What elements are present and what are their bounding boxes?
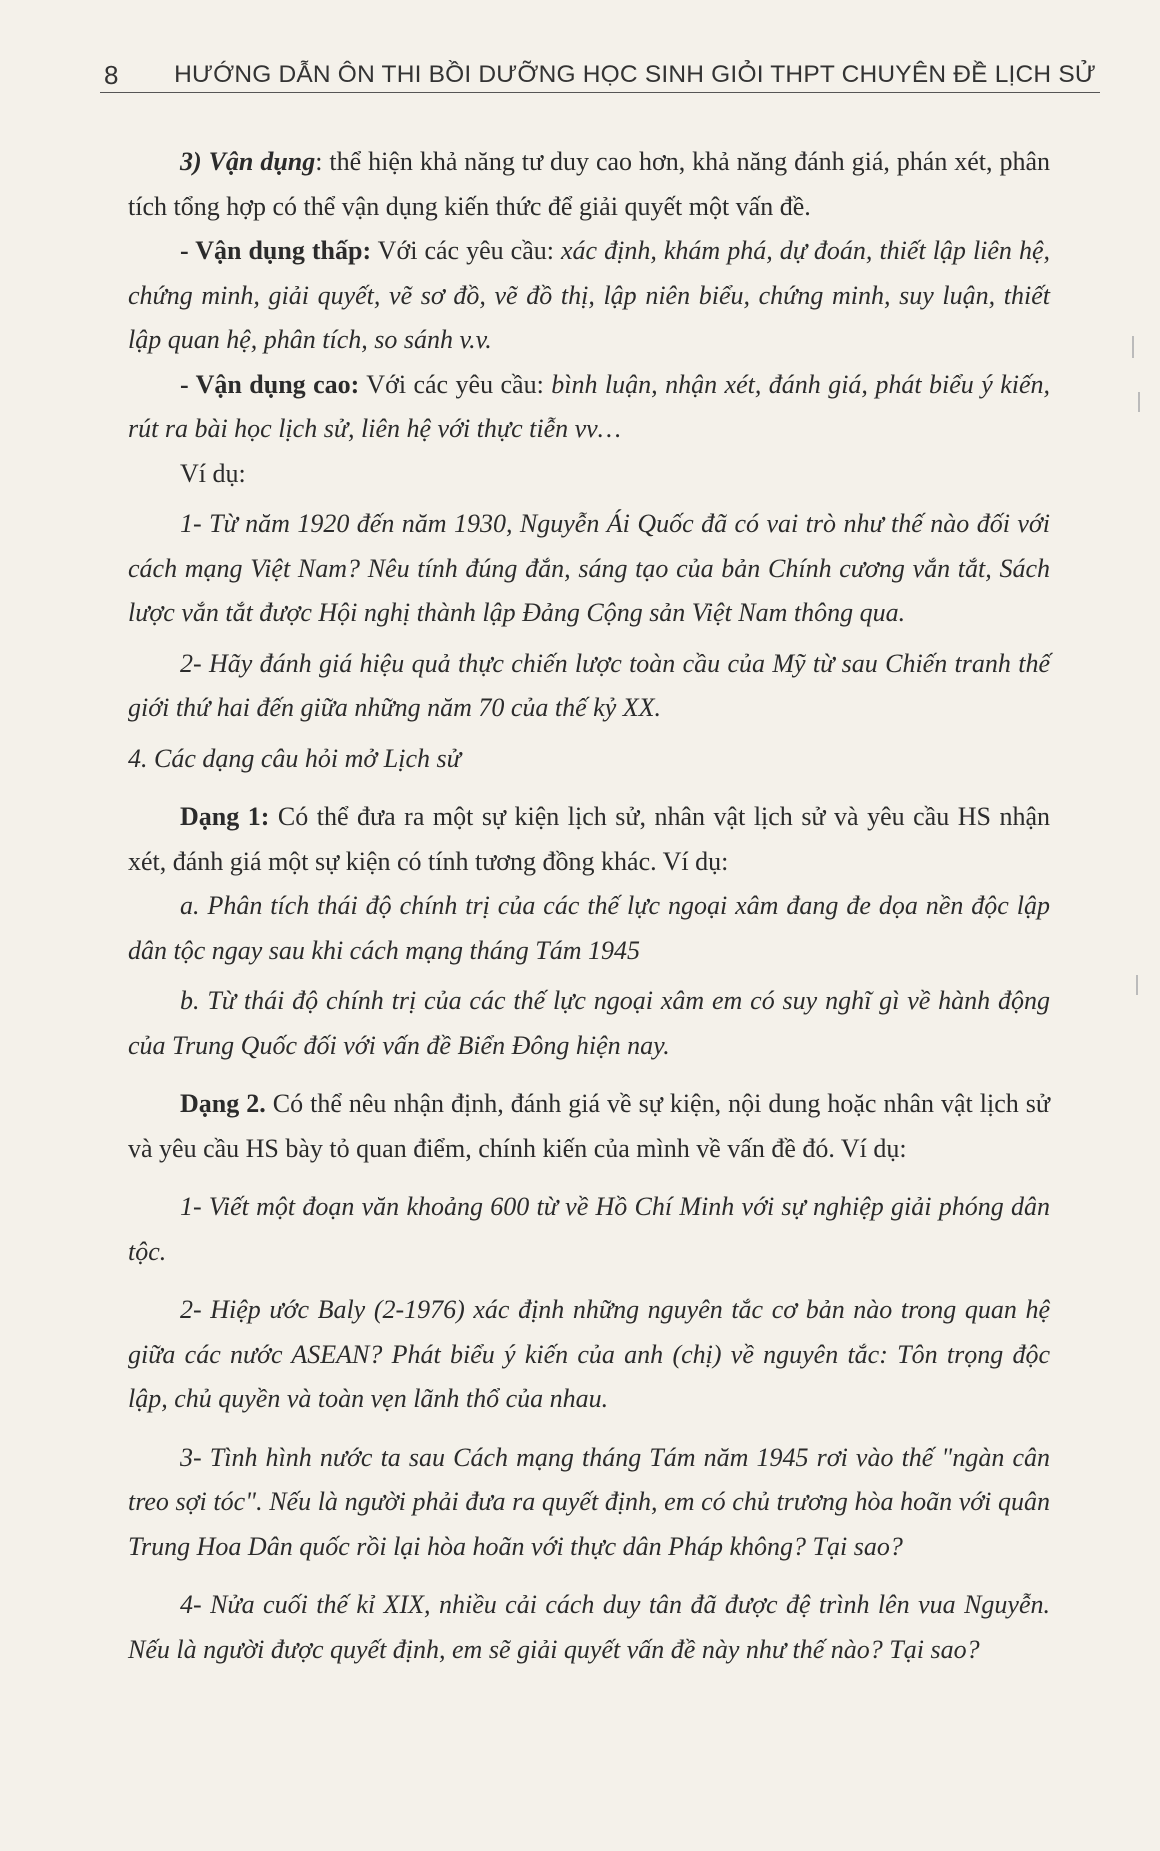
example-dang-2-2: 2- Hiệp ước Baly (2-1976) xác định những nguyên tắc cơ bản nào trong quan hệ giữa các nước ASEAN? Phát biểu ý kiến của anh (chị) về nguyên tắc: Tôn trọng độc lập, chủ quyền và toàn vẹn lãnh thổ của nhau. — [128, 1295, 1050, 1413]
label-dang-1: Dạng 1: — [180, 802, 270, 831]
example-dang-1-a: a. Phân tích thái độ chính trị của các thế lực ngoại xâm đang đe dọa nền độc lập dân tộc ngay sau khi cách mạng tháng Tám 1945 — [128, 891, 1050, 965]
label-van-dung-cao: - Vận dụng cao: — [180, 369, 360, 399]
margin-mark — [1138, 392, 1140, 412]
section-heading-4: 4. Các dạng câu hỏi mở Lịch sử — [128, 743, 461, 773]
list-van-dung-thap: xác định, khám phá, dự đoán, thiết lập liên hệ, chứng minh, giải quyết, vẽ sơ đồ, vẽ đồ thị, lập niên biểu, chứng minh, suy luận, thiết lập quan hệ, phân tích, so sánh v.v. — [128, 236, 1050, 354]
example-question-1: 1- Từ năm 1920 đến năm 1930, Nguyễn Ái Quốc đã có vai trò như thế nào đối với cách mạng Việt Nam? Nêu tính đúng đắn, sáng tạo của bản Chính cương vắn tắt, Sách lược vắn tắt được Hội nghị thành lập Đảng Cộng sản Việt Nam thông qua. — [128, 509, 1050, 627]
margin-mark — [1132, 336, 1134, 358]
list-van-dung-cao: bình luận, nhận xét, đánh giá, phát biểu ý kiến, rút ra bài học lịch sử, liên hệ với thực tiễn vv… — [128, 369, 1051, 443]
lead-van-dung-thap: Với các yêu cầu: — [371, 236, 561, 265]
lead-van-dung-cao: Với các yêu cầu: — [359, 369, 552, 399]
header-rule — [100, 92, 1100, 93]
example-dang-2-1: 1- Viết một đoạn văn khoảng 600 từ về Hồ Chí Minh với sự nghiệp giải phóng dân tộc. — [128, 1192, 1050, 1266]
paragraph-van-dung — [128, 140, 1050, 229]
text-van-dung: : thể hiện khả năng tư duy cao hơn, khả năng đánh giá, phán xét, phân tích tổng hợp có thể vận dụng kiến thức để giải quyết một vấn đề. — [128, 147, 1051, 221]
margin-mark — [1136, 975, 1138, 995]
page-body — [128, 140, 1050, 1672]
example-question-2: 2- Hãy đánh giá hiệu quả thực chiến lược toàn cầu của Mỹ từ sau Chiến tranh thế giới thứ hai đến giữa những năm 70 của thế kỷ XX. — [128, 648, 1050, 722]
example-dang-2-3: 3- Tình hình nước ta sau Cách mạng tháng Tám năm 1945 rơi vào thế "ngàn cân treo sợi tóc". Nếu là người phải đưa ra quyết định, em có chủ trương hòa hoãn với quân Trung Hoa Dân quốc rồi lại hòa hoãn với thực dân Pháp không? Tại sao? — [128, 1442, 1050, 1561]
paragraph-van-dung-cao — [128, 363, 1050, 452]
running-title: HƯỚNG DẪN ÔN THI BỒI DƯỠNG HỌC SINH GIỎI THPT CHUYÊN ĐỀ LỊCH SỬ — [174, 61, 1096, 88]
paragraph-van-dung-thap — [128, 229, 1050, 363]
text-dang-1: Có thể đưa ra một sự kiện lịch sử, nhân vật lịch sử và yêu cầu HS nhận xét, đánh giá một sự kiện có tính tương đồng khác. Ví dụ: — [128, 802, 1050, 876]
paragraph-vi-du-1: Ví dụ: — [180, 458, 246, 488]
paragraph-dang-2 — [128, 1082, 1050, 1171]
paragraph-dang-1 — [128, 795, 1050, 884]
example-dang-2-4: 4- Nửa cuối thế kỉ XIX, nhiều cải cách duy tân đã được đệ trình lên vua Nguyễn. Nếu là người được quyết định, em sẽ giải quyết vấn đề này như thế nào? Tại sao? — [128, 1590, 1050, 1664]
example-dang-1-b: b. Từ thái độ chính trị của các thế lực ngoại xâm em có suy nghĩ gì về hành động của Trung Quốc đối với vấn đề Biển Đông hiện nay. — [128, 986, 1050, 1060]
label-dang-2: Dạng 2. — [180, 1089, 266, 1118]
text-dang-2: Có thể nêu nhận định, đánh giá về sự kiện, nội dung hoặc nhân vật lịch sử và yêu cầu HS bày tỏ quan điểm, chính kiến của mình về vấn đề đó. Ví dụ: — [128, 1089, 1050, 1163]
page-number: 8 — [104, 59, 119, 90]
label-van-dung-thap: - Vận dụng thấp: — [180, 236, 372, 265]
label-van-dung: 3) Vận dụng — [180, 147, 316, 176]
